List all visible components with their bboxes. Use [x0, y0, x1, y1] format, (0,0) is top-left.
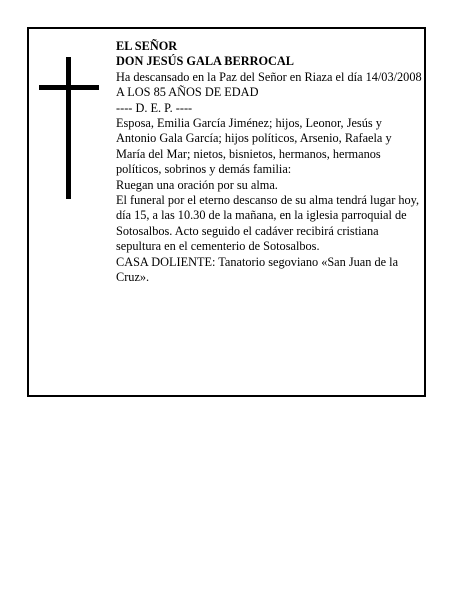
latin-cross-icon — [39, 57, 99, 199]
cross-vertical-bar — [66, 57, 71, 199]
deceased-name: DON JESÚS GALA BERROCAL — [116, 54, 294, 69]
funeral-paragraph: El funeral por el eterno descanso de su alma tendrá lugar hoy, día 15, a las 10.30 de la mañana, en la iglesia parroquial de Sotosalbos. Acto seguido el cadáver recibirá cristiana sepultura en el cementerio de Sotosalbos. — [116, 193, 420, 254]
mourning-house-paragraph: CASA DOLIENTE: Tanatorio segoviano «San Juan de la Cruz». — [116, 254, 399, 285]
notice-text — [116, 39, 424, 286]
title-line-1: EL SEÑOR — [116, 39, 178, 53]
family-paragraph: Esposa, Emilia García Jiménez; hijos, Leonor, Jesús y Antonio Gala García; hijos políticos, Arsenio, Rafaela y María del Mar; nietos, bisnietos, hermanos, hermanos políticos, sobrinos y demás familia: — [116, 116, 392, 177]
prayer-line: Ruegan una oración por su alma. — [116, 177, 278, 192]
obituary-notice — [27, 27, 426, 397]
cross-horizontal-bar — [39, 85, 99, 90]
rest-announcement: Ha descansado en la Paz del Señor en Riaza el día 14/03/2008 — [116, 69, 422, 84]
dep-line: ---- D. E. P. ---- — [116, 100, 193, 115]
age-line: A LOS 85 AÑOS DE EDAD — [116, 85, 259, 100]
